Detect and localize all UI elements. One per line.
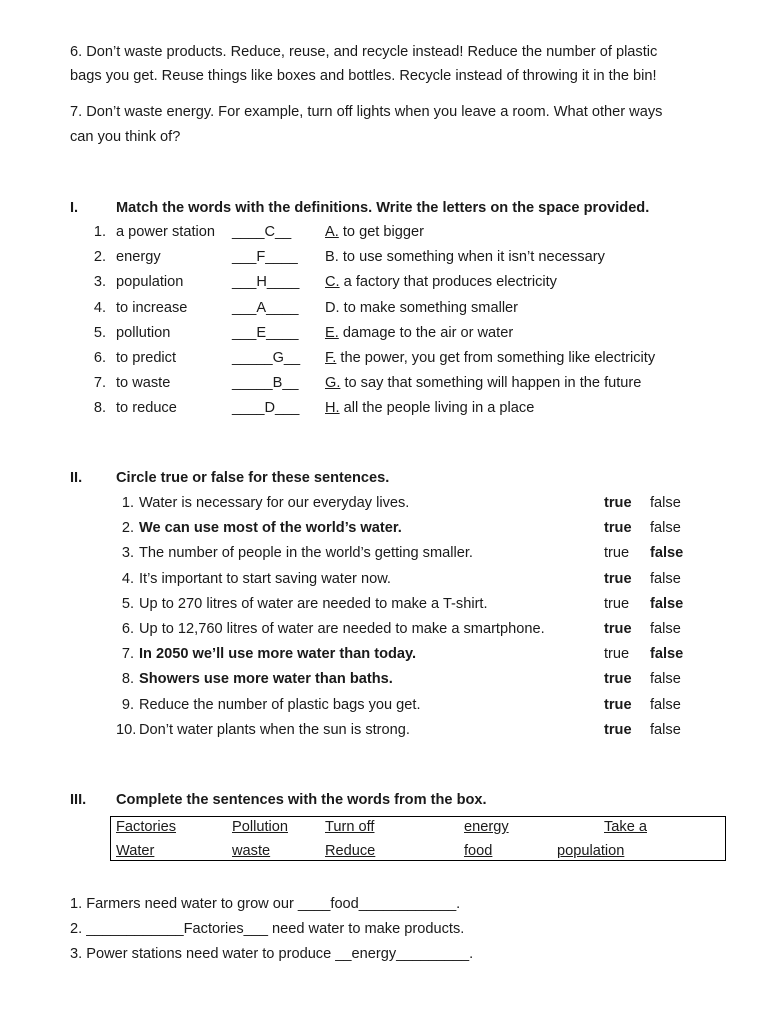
- statement-number: 8.: [121, 671, 134, 687]
- box-word: food: [464, 843, 493, 859]
- definition-letter: A.: [325, 224, 339, 240]
- definition-text: to get bigger: [338, 224, 424, 240]
- match-answer: ___F____: [232, 249, 298, 265]
- false-option: false: [650, 545, 684, 561]
- match-word: to reduce: [116, 400, 177, 416]
- definition-letter: G.: [325, 375, 341, 391]
- box-word: Factories: [116, 819, 177, 835]
- statement-number: 10.: [116, 722, 137, 738]
- statement-number: 3.: [121, 545, 134, 561]
- match-number: 8.: [93, 400, 106, 416]
- false-option: false: [650, 621, 681, 637]
- fill-in-sentence-1: 1. Farmers need water to grow our ____food____________.: [70, 896, 461, 912]
- false-option: false: [650, 571, 681, 587]
- false-option: false: [650, 495, 681, 511]
- box-word: Water: [116, 843, 155, 859]
- false-option: false: [650, 520, 681, 536]
- statement-number: 2.: [121, 520, 134, 536]
- match-word: energy: [116, 249, 161, 265]
- statement-number: 5.: [121, 596, 134, 612]
- match-definition: [325, 300, 518, 316]
- definition-letter: C.: [325, 274, 340, 290]
- false-option: false: [650, 697, 681, 713]
- match-word: to waste: [116, 375, 171, 391]
- paragraph-6-line-2: bags you get. Reuse things like boxes and bottles. Recycle instead of throwing it in the bin!: [70, 68, 657, 84]
- true-option: true: [604, 646, 630, 662]
- statement-number: 1.: [121, 495, 134, 511]
- statement-text: Water is necessary for our everyday lives.: [139, 495, 410, 511]
- definition-letter: E.: [325, 325, 339, 341]
- statement-text: It’s important to start saving water now.: [139, 571, 391, 587]
- true-option: true: [604, 671, 632, 687]
- section-3-title: Complete the sentences with the words from the box.: [116, 792, 487, 808]
- match-definition: [325, 400, 534, 416]
- true-option: true: [604, 697, 632, 713]
- false-option: false: [650, 671, 681, 687]
- false-option: false: [650, 596, 684, 612]
- match-number: 7.: [93, 375, 106, 391]
- match-number: 6.: [93, 350, 106, 366]
- section-1-numeral: I.: [70, 200, 79, 216]
- match-answer: _____G__: [232, 350, 301, 366]
- box-word: Turn off: [325, 819, 375, 835]
- paragraph-7-line-2: can you think of?: [70, 129, 181, 145]
- statement-text: Reduce the number of plastic bags you get.: [139, 697, 421, 713]
- true-option: true: [604, 495, 632, 511]
- definition-text: to say that something will happen in the future: [340, 375, 642, 391]
- true-option: true: [604, 545, 630, 561]
- match-definition: [325, 274, 557, 290]
- match-number: 1.: [93, 224, 106, 240]
- section-1-title: Match the words with the definitions. Write the letters on the space provided.: [116, 200, 650, 216]
- box-word: population: [557, 843, 625, 859]
- definition-text: the power, you get from something like electricity: [336, 350, 656, 366]
- statement-number: 7.: [121, 646, 134, 662]
- match-number: 3.: [93, 274, 106, 290]
- match-answer: ____C__: [232, 224, 292, 240]
- statement-text: Up to 12,760 litres of water are needed to make a smartphone.: [139, 621, 545, 637]
- paragraph-6-line-1: 6. Don’t waste products. Reduce, reuse, and recycle instead! Reduce the number of plastic: [70, 44, 658, 60]
- definition-letter: D.: [325, 300, 340, 316]
- definition-text: all the people living in a place: [339, 400, 535, 416]
- definition-text: to make something smaller: [339, 300, 519, 316]
- match-number: 2.: [93, 249, 106, 265]
- match-answer: ____D___: [232, 400, 300, 416]
- statement-number: 4.: [121, 571, 134, 587]
- true-option: true: [604, 520, 632, 536]
- match-word: population: [116, 274, 184, 290]
- definition-letter: H.: [325, 400, 340, 416]
- match-word: to predict: [116, 350, 177, 366]
- false-option: false: [650, 722, 681, 738]
- match-word: pollution: [116, 325, 171, 341]
- box-word: Take a: [604, 819, 647, 835]
- statement-number: 9.: [121, 697, 134, 713]
- match-definition: [325, 375, 641, 391]
- definition-text: a factory that produces electricity: [339, 274, 557, 290]
- definition-text: damage to the air or water: [338, 325, 514, 341]
- definition-letter: F.: [325, 350, 337, 366]
- fill-in-sentence-2: 2. ____________Factories___ need water to make products.: [70, 921, 465, 937]
- box-word: waste: [232, 843, 271, 859]
- box-word: Reduce: [325, 843, 376, 859]
- fill-in-sentence-3: 3. Power stations need water to produce __energy_________.: [70, 946, 474, 962]
- statement-text: Up to 270 litres of water are needed to make a T-shirt.: [139, 596, 488, 612]
- true-option: true: [604, 571, 632, 587]
- match-number: 4.: [93, 300, 106, 316]
- statement-number: 6.: [121, 621, 134, 637]
- paragraph-7-line-1: 7. Don’t waste energy. For example, turn off lights when you leave a room. What other ways: [70, 104, 663, 120]
- statement-text: Showers use more water than baths.: [139, 671, 393, 687]
- match-definition: [325, 224, 424, 240]
- statement-text: We can use most of the world’s water.: [139, 520, 402, 536]
- match-definition: [325, 325, 513, 341]
- match-word: a power station: [116, 224, 215, 240]
- true-option: true: [604, 722, 632, 738]
- match-number: 5.: [93, 325, 106, 341]
- true-option: true: [604, 621, 632, 637]
- match-answer: ___H____: [232, 274, 300, 290]
- section-2-title: Circle true or false for these sentences.: [116, 470, 390, 486]
- match-answer: ___A____: [232, 300, 299, 316]
- match-word: to increase: [116, 300, 188, 316]
- statement-text: The number of people in the world’s getting smaller.: [139, 545, 473, 561]
- section-3-numeral: III.: [70, 792, 87, 808]
- definition-letter: B.: [325, 249, 339, 265]
- box-word: energy: [464, 819, 509, 835]
- match-definition: [325, 249, 605, 265]
- section-2-numeral: II.: [70, 470, 83, 486]
- definition-text: to use something when it isn’t necessary: [338, 249, 605, 265]
- true-option: true: [604, 596, 630, 612]
- statement-text: Don’t water plants when the sun is strong.: [139, 722, 410, 738]
- word-box: [110, 816, 726, 861]
- match-definition: [325, 350, 655, 366]
- match-answer: _____B__: [232, 375, 299, 391]
- match-answer: ___E____: [232, 325, 299, 341]
- box-word: Pollution: [232, 819, 288, 835]
- statement-text: In 2050 we’ll use more water than today.: [139, 646, 417, 662]
- false-option: false: [650, 646, 684, 662]
